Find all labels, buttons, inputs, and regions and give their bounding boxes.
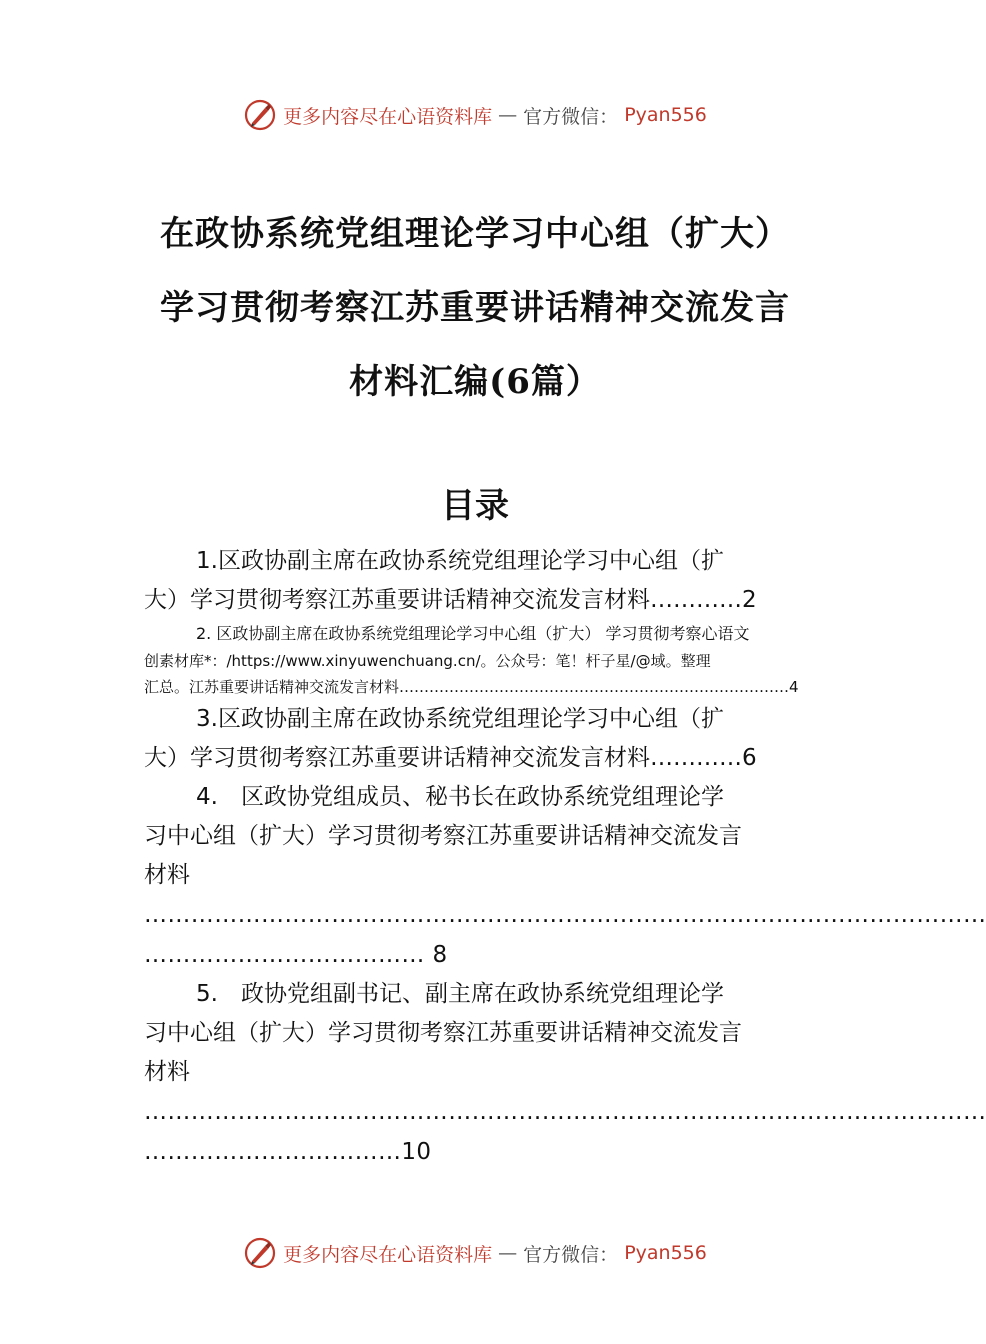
toc-entry-line: 习中心组（扩大）学习贯彻考察江苏重要讲话精神交流发言	[144, 823, 742, 849]
toc-page-number: ……………………………10	[144, 1139, 432, 1165]
toc-leader-dots: ………………………………………………………………………………………………	[144, 902, 986, 928]
pen-logo-icon	[243, 1236, 277, 1270]
toc-entry-line: 创素材库*：/https://www.xinyuwenchuang.cn/。公众号：笔！杆子星/@域。整理	[144, 652, 711, 670]
toc-leader-dots: ………………………………………………………………………………………………	[144, 1099, 986, 1125]
toc-entry-line: 习中心组（扩大）学习贯彻考察江苏重要讲话精神交流发言	[144, 1020, 742, 1046]
toc-entry-3[interactable]	[144, 700, 834, 778]
footer-watermark	[0, 1233, 950, 1273]
toc-entry-1[interactable]	[144, 542, 834, 620]
document-title-line-2: 学习贯彻考察江苏重要讲话精神交流发言	[160, 288, 790, 328]
table-of-contents	[144, 542, 986, 1172]
toc-entry-line: 5. 政协党组副书记、副主席在政协系统党组理论学	[196, 981, 724, 1007]
watermark-wechat-label: 官方微信：	[523, 1243, 619, 1266]
toc-heading: 目录	[441, 486, 509, 526]
toc-entry-line: 大）学习贯彻考察江苏重要讲话精神交流发言材料…………6	[144, 745, 757, 771]
watermark-wechat-label: 官方微信：	[523, 105, 619, 128]
toc-entry-line: 汇总。江苏重要讲话精神交流发言材料……………………………………………………………………4	[144, 678, 799, 696]
watermark-wechat-id: Pyan556	[624, 104, 707, 126]
toc-entry-line: 4. 区政协党组成员、秘书长在政协系统党组理论学	[196, 784, 724, 810]
header-watermark	[0, 95, 950, 135]
pen-logo-icon	[243, 98, 277, 132]
toc-entry-line: 大）学习贯彻考察江苏重要讲话精神交流发言材料…………2	[144, 587, 757, 613]
watermark-brand: 更多内容尽在心语资料库	[283, 105, 493, 128]
document-title-line-1: 在政协系统党组理论学习中心组（扩大）	[160, 214, 790, 254]
toc-entry-line: 材料	[144, 1059, 190, 1085]
toc-entry-line: 材料	[144, 862, 190, 888]
watermark-separator: —	[498, 1242, 518, 1264]
toc-entry-line: 1.区政协副主席在政协系统党组理论学习中心组（扩	[196, 548, 724, 574]
watermark-separator: —	[498, 104, 518, 126]
watermark-wechat-id: Pyan556	[624, 1242, 707, 1264]
toc-entry-line: 2. 区政协副主席在政协系统党组理论学习中心组（扩大） 学习贯彻考察心语文	[196, 624, 750, 643]
toc-entry-4[interactable]	[144, 778, 986, 975]
watermark-brand: 更多内容尽在心语资料库	[283, 1243, 493, 1266]
toc-entry-5[interactable]	[144, 975, 986, 1172]
toc-page-number: ……………………………… 8	[144, 942, 448, 968]
toc-entry-line: 3.区政协副主席在政协系统党组理论学习中心组（扩	[196, 706, 724, 732]
toc-entry-2[interactable]	[144, 620, 834, 700]
document-title-line-3: 材料汇编(6篇）	[349, 362, 601, 402]
